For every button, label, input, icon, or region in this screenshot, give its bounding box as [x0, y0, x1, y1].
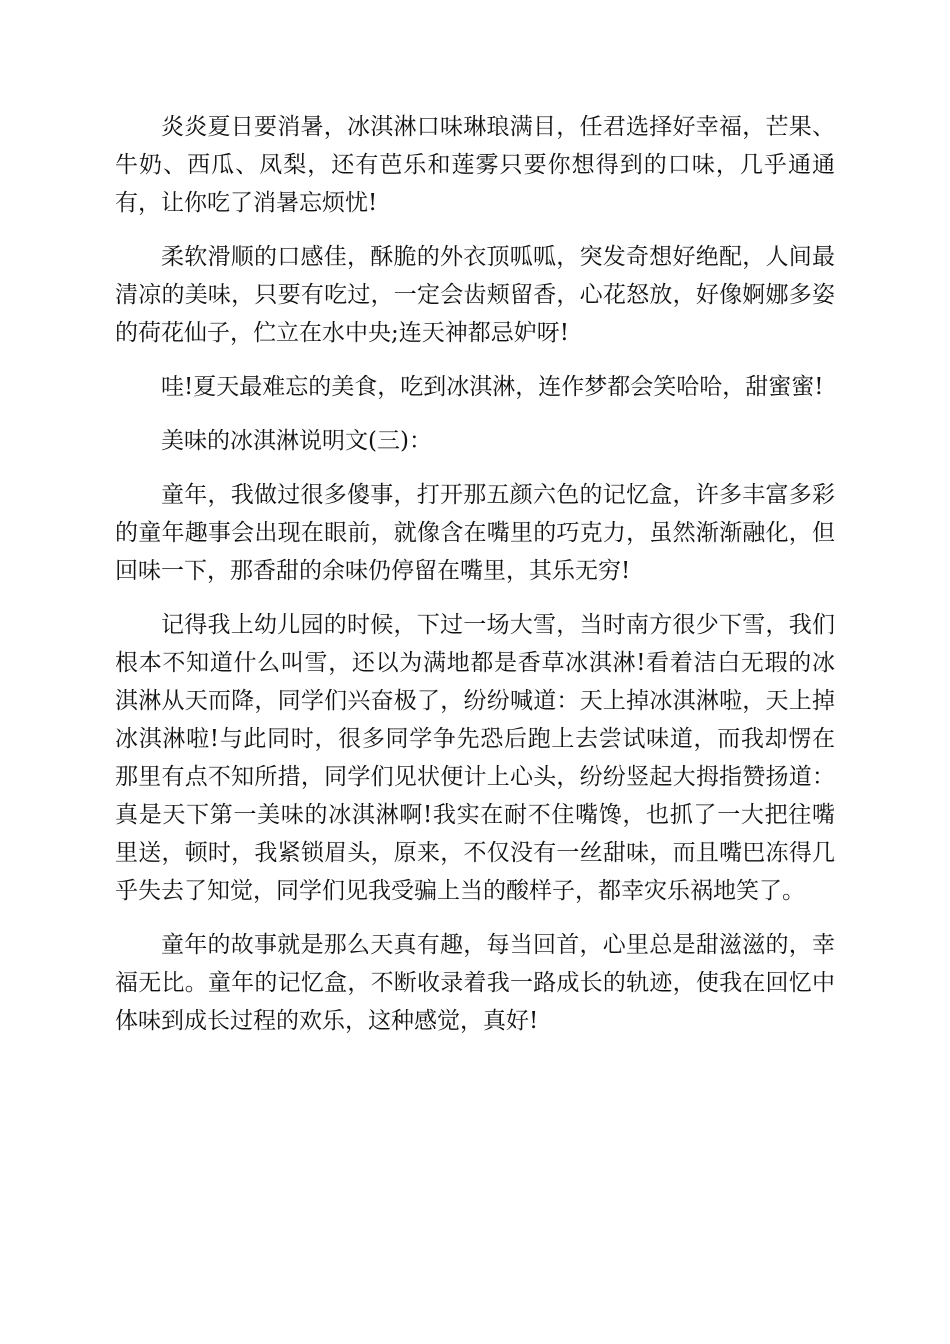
paragraph-1: 炎炎夏日要消暑，冰淇淋口味琳琅满目，任君选择好幸福，芒果、牛奶、西瓜、凤梨，还有芭乐和莲雾只要你想得到的口味，几乎通通有，让你吃了消暑忘烦忧! — [115, 114, 835, 216]
paragraph-6: 童年的故事就是那么天真有趣，每当回首，心里总是甜滋滋的，幸福无比。童年的记忆盒，不断收录着我一路成长的轨迹，使我在回忆中体味到成长过程的欢乐，这种感觉，真好! — [115, 932, 835, 1034]
paragraph-3: 哇!夏天最难忘的美食，吃到冰淇淋，连作梦都会笑哈哈，甜蜜蜜! — [161, 374, 824, 400]
paragraph-5: 记得我上幼儿园的时候，下过一场大雪，当时南方很少下雪，我们根本不知道什么叫雪，还以为满地都是香草冰淇淋!看着洁白无瑕的冰淇淋从天而降，同学们兴奋极了，纷纷喊道：天上掉冰淇淋啦，天上掉冰淇淋啦!与此同时，很多同学争先恐后跑上去尝试味道，而我却愣在那里有点不知所措，同学们见状便计上心头，纷纷竖起大拇指赞扬道：真是天下第一美味的冰淇淋啊!我实在耐不住嘴馋，也抓了一大把往嘴里送，顿时，我紧锁眉头，原来，不仅没有一丝甜味，而且嘴巴冻得几乎失去了知觉，同学们见我受骗上当的酸样子，都幸灾乐祸地笑了。 — [115, 612, 835, 904]
section-heading: 美味的冰淇淋说明文(三)： — [161, 428, 432, 454]
paragraph-2: 柔软滑顺的口感佳，酥脆的外衣顶呱呱，突发奇想好绝配，人间最清凉的美味，只要有吃过，一定会齿颊留香，心花怒放，好像婀娜多姿的荷花仙子，伫立在水中央;连天神都忌妒呀! — [115, 244, 835, 346]
document-body — [115, 108, 835, 1056]
paragraph-4: 童年，我做过很多傻事，打开那五颜六色的记忆盒，许多丰富多彩的童年趣事会出现在眼前，就像含在嘴里的巧克力，虽然渐渐融化，但回味一下，那香甜的余味仍停留在嘴里，其乐无穷! — [115, 482, 835, 584]
